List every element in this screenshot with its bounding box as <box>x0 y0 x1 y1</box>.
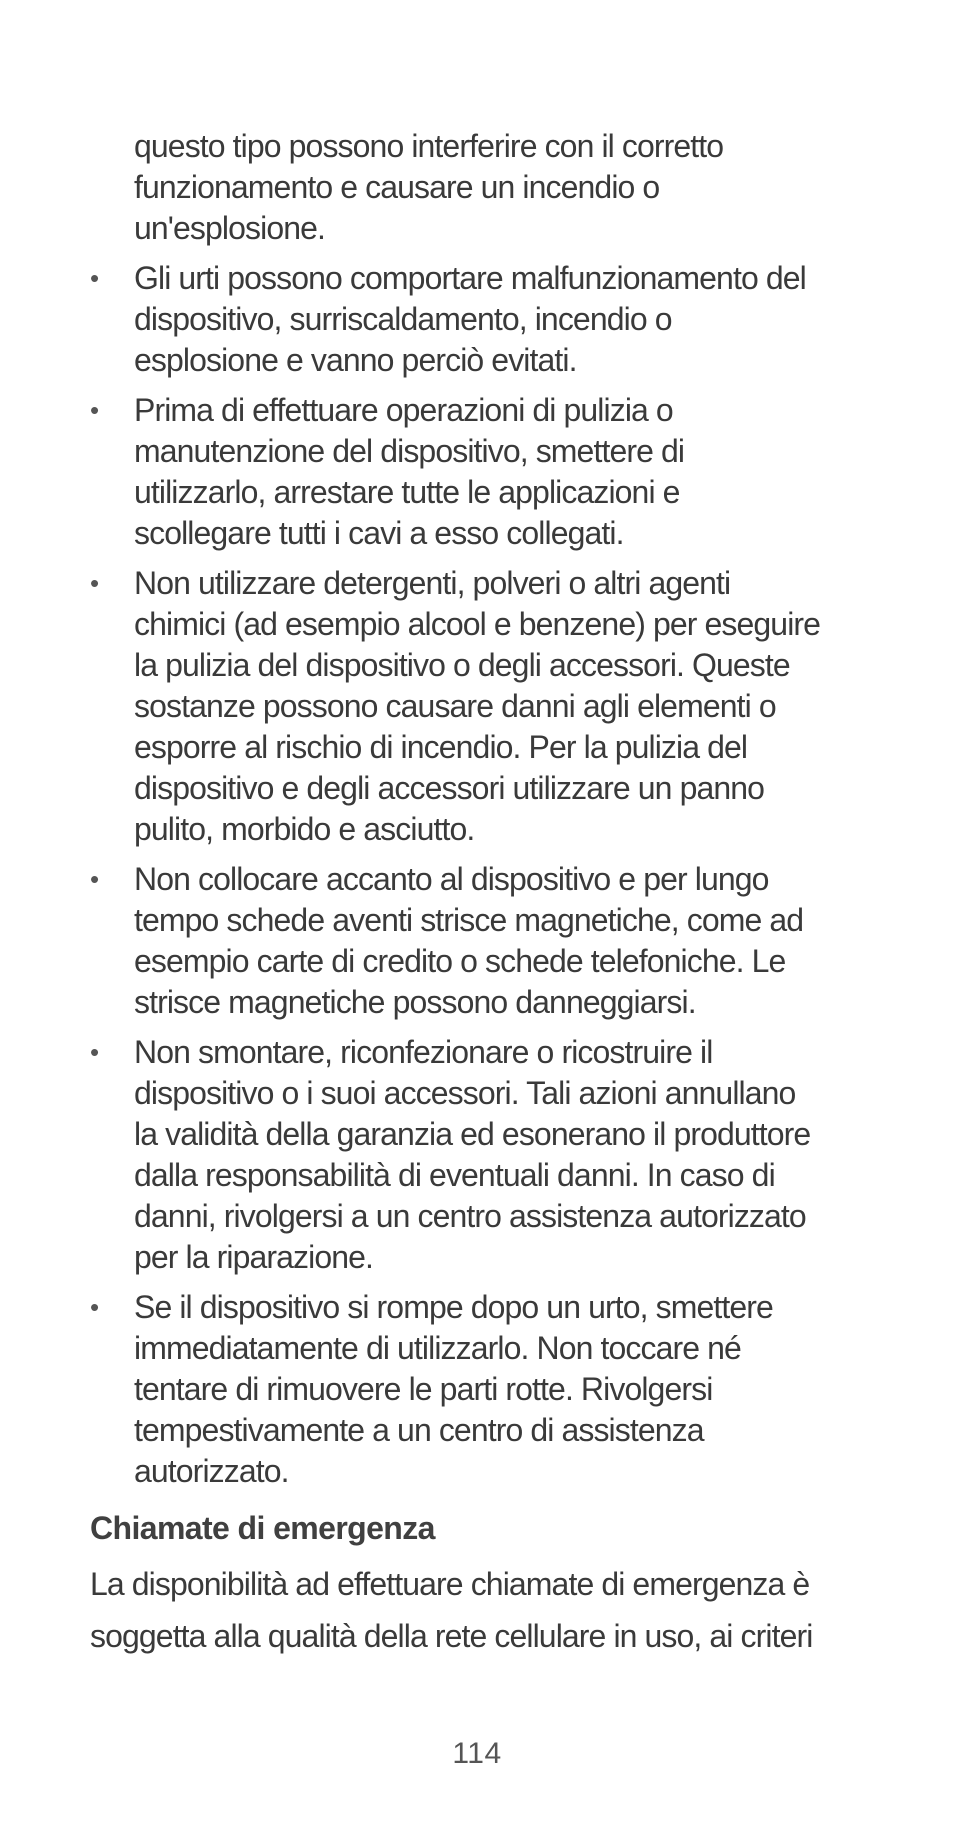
bullet-item-cleaning-prep <box>90 390 870 554</box>
text-line: esplosione e vanno perciò evitati. <box>134 342 577 378</box>
text-line: questo tipo possono interferire con il corretto <box>134 128 724 164</box>
body-paragraph <box>90 1558 870 1662</box>
text-line: danni, rivolgersi a un centro assistenza autorizzato <box>134 1198 806 1234</box>
text-line: Gli urti possono comportare malfunzionamento del <box>134 260 806 296</box>
bullet-icon: • <box>90 864 100 894</box>
text-line: sostanze possono causare danni agli elementi o <box>134 688 776 724</box>
text-line: strisce magnetiche possono danneggiarsi. <box>134 984 696 1020</box>
bullet-icon: • <box>90 263 100 293</box>
text-line: autorizzato. <box>134 1453 289 1489</box>
bullet-icon: • <box>90 1037 100 1067</box>
text-line: dispositivo e degli accessori utilizzare un panno <box>134 770 765 806</box>
bullet-icon: • <box>90 1292 100 1322</box>
text-line: dalla responsabilità di eventuali danni. In caso di <box>134 1157 775 1193</box>
text-line: dispositivo o i suoi accessori. Tali azioni annullano <box>134 1075 796 1111</box>
page-content <box>90 126 870 1662</box>
bullet-icon: • <box>90 395 100 425</box>
text-line: funzionamento e causare un incendio o <box>134 169 660 205</box>
text-line: esporre al rischio di incendio. Per la pulizia del <box>134 729 748 765</box>
text-line: scollegare tutti i cavi a esso collegati. <box>134 515 624 551</box>
text-line: soggetta alla qualità della rete cellulare in uso, ai criteri <box>90 1618 813 1654</box>
bullet-item-broken-device <box>90 1287 870 1492</box>
text-line: la validità della garanzia ed esonerano il produttore <box>134 1116 811 1152</box>
text-line: Non smontare, riconfezionare o ricostruire il <box>134 1034 713 1070</box>
bullet-icon: • <box>90 568 100 598</box>
section-heading: Chiamate di emergenza <box>90 1510 435 1546</box>
text-line: immediatamente di utilizzarlo. Non toccare né <box>134 1330 741 1366</box>
text-line: utilizzarlo, arrestare tutte le applicazioni e <box>134 474 680 510</box>
text-line: chimici (ad esempio alcool e benzene) per eseguire <box>134 606 821 642</box>
text-line: un'esplosione. <box>134 210 325 246</box>
text-line: Non collocare accanto al dispositivo e per lungo <box>134 861 769 897</box>
text-line: dispositivo, surriscaldamento, incendio o <box>134 301 672 337</box>
text-line: manutenzione del dispositivo, smettere di <box>134 433 685 469</box>
continued-bullet-text <box>134 126 870 249</box>
text-line: Se il dispositivo si rompe dopo un urto, smettere <box>134 1289 773 1325</box>
text-line: tentare di rimuovere le parti rotte. Rivolgersi <box>134 1371 713 1407</box>
text-line: pulito, morbido e asciutto. <box>134 811 475 847</box>
text-line: La disponibilità ad effettuare chiamate di emergenza è <box>90 1566 810 1602</box>
text-line: la pulizia del dispositivo o degli accessori. Queste <box>134 647 790 683</box>
bullet-item-detergents <box>90 563 870 850</box>
text-line: tempo schede aventi strisce magnetiche, come ad <box>134 902 804 938</box>
page-number: 114 <box>452 1737 502 1770</box>
text-line: per la riparazione. <box>134 1239 374 1275</box>
text-line: tempestivamente a un centro di assistenza <box>134 1412 704 1448</box>
bullet-item-impacts <box>90 258 870 381</box>
bullet-item-magnetic-cards <box>90 859 870 1023</box>
text-line: esempio carte di credito o schede telefoniche. Le <box>134 943 786 979</box>
text-line: Prima di effettuare operazioni di pulizia o <box>134 392 673 428</box>
text-line: Non utilizzare detergenti, polveri o altri agenti <box>134 565 731 601</box>
bullet-item-disassembly <box>90 1032 870 1278</box>
